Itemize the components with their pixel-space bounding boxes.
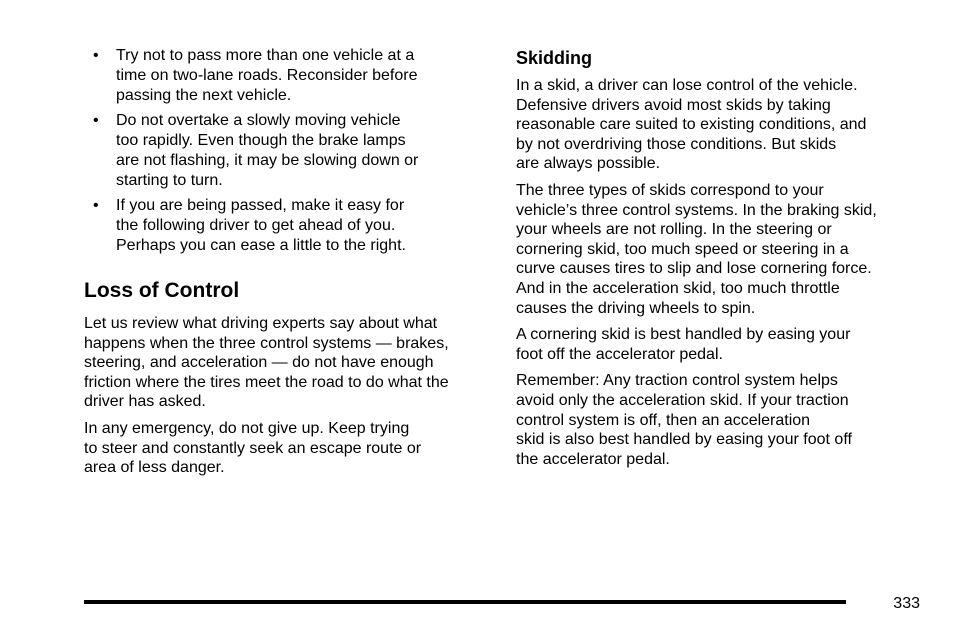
text-line: Try not to pass more than one vehicle at a (116, 47, 415, 64)
subsection-title: Skidding (516, 48, 592, 68)
text-line: In any emergency, do not give up. Keep trying (84, 419, 410, 437)
page-number: 333 (893, 595, 920, 612)
text-line: vehicle’s three control systems. In the braking skid, (516, 201, 877, 219)
text-line: curve causes tires to slip and lose cornering force. (516, 260, 872, 278)
text-line: Do not overtake a slowly moving vehicle (116, 112, 401, 129)
text-line: cornering skid, too much speed or steering in a (516, 240, 849, 258)
text-line: Defensive drivers avoid most skids by taking (516, 96, 831, 114)
text-line: starting to turn. (116, 172, 223, 189)
text-line: Let us review what driving experts say about what (84, 315, 438, 332)
text-line: avoid only the acceleration skid. If your traction (516, 391, 849, 409)
paragraph (516, 371, 926, 469)
section-title: Loss of Control (84, 279, 240, 302)
text-line: causes the driving wheels to spin. (516, 299, 756, 317)
text-line: happens when the three control systems — brakes, (84, 334, 449, 352)
text-line: to steer and constantly seek an escape route or (84, 439, 422, 457)
paragraph (516, 76, 926, 174)
text-line: passing the next vehicle. (116, 87, 292, 104)
text-line: your wheels are not rolling. In the steering or (516, 221, 832, 239)
text-line: A cornering skid is best handled by easing your (516, 326, 851, 344)
text-line: friction where the tires meet the road to do what the (84, 373, 449, 391)
footer-rule (84, 600, 846, 604)
paragraph (84, 314, 488, 412)
text-line: Perhaps you can ease a little to the right. (116, 237, 406, 254)
text-line: The three types of skids correspond to your (516, 181, 824, 199)
bullet-dot: • (93, 197, 99, 214)
text-line: reasonable care suited to existing conditions, and (516, 116, 867, 134)
bullet-item (84, 196, 488, 256)
right-column (516, 46, 926, 476)
bullet-item (84, 46, 488, 106)
text-line: are always possible. (516, 155, 661, 173)
bullet-list (84, 46, 488, 256)
text-line: control system is off, then an acceleration (516, 411, 811, 429)
bullet-dot: • (93, 112, 99, 129)
text-line: are not flashing, it may be slowing down or (116, 152, 419, 169)
text-line: too rapidly. Even though the brake lamps (116, 132, 406, 149)
text-line: If you are being passed, make it easy for (116, 197, 405, 214)
paragraph (84, 419, 488, 478)
text-line: And in the acceleration skid, too much throttle (516, 279, 840, 297)
bullet-dot: • (93, 47, 99, 64)
text-line: driver has asked. (84, 393, 206, 411)
paragraph (516, 181, 926, 318)
text-line: area of less danger. (84, 459, 225, 477)
text-line: the accelerator pedal. (516, 450, 670, 468)
left-column (84, 46, 488, 485)
text-line: by not overdriving those conditions. But skids (516, 135, 837, 153)
text-line: skid is also best handled by easing your foot off (516, 431, 852, 449)
text-line: the following driver to get ahead of you. (116, 217, 396, 234)
text-line: steering, and acceleration — do not have enough (84, 354, 434, 372)
text-line: time on two-lane roads. Reconsider before (116, 67, 418, 84)
text-line: Remember: Any traction control system helps (516, 372, 838, 390)
text-line: In a skid, a driver can lose control of the vehicle. (516, 77, 858, 94)
bullet-item (84, 111, 488, 191)
paragraph (516, 325, 926, 364)
text-line: foot off the accelerator pedal. (516, 345, 723, 363)
